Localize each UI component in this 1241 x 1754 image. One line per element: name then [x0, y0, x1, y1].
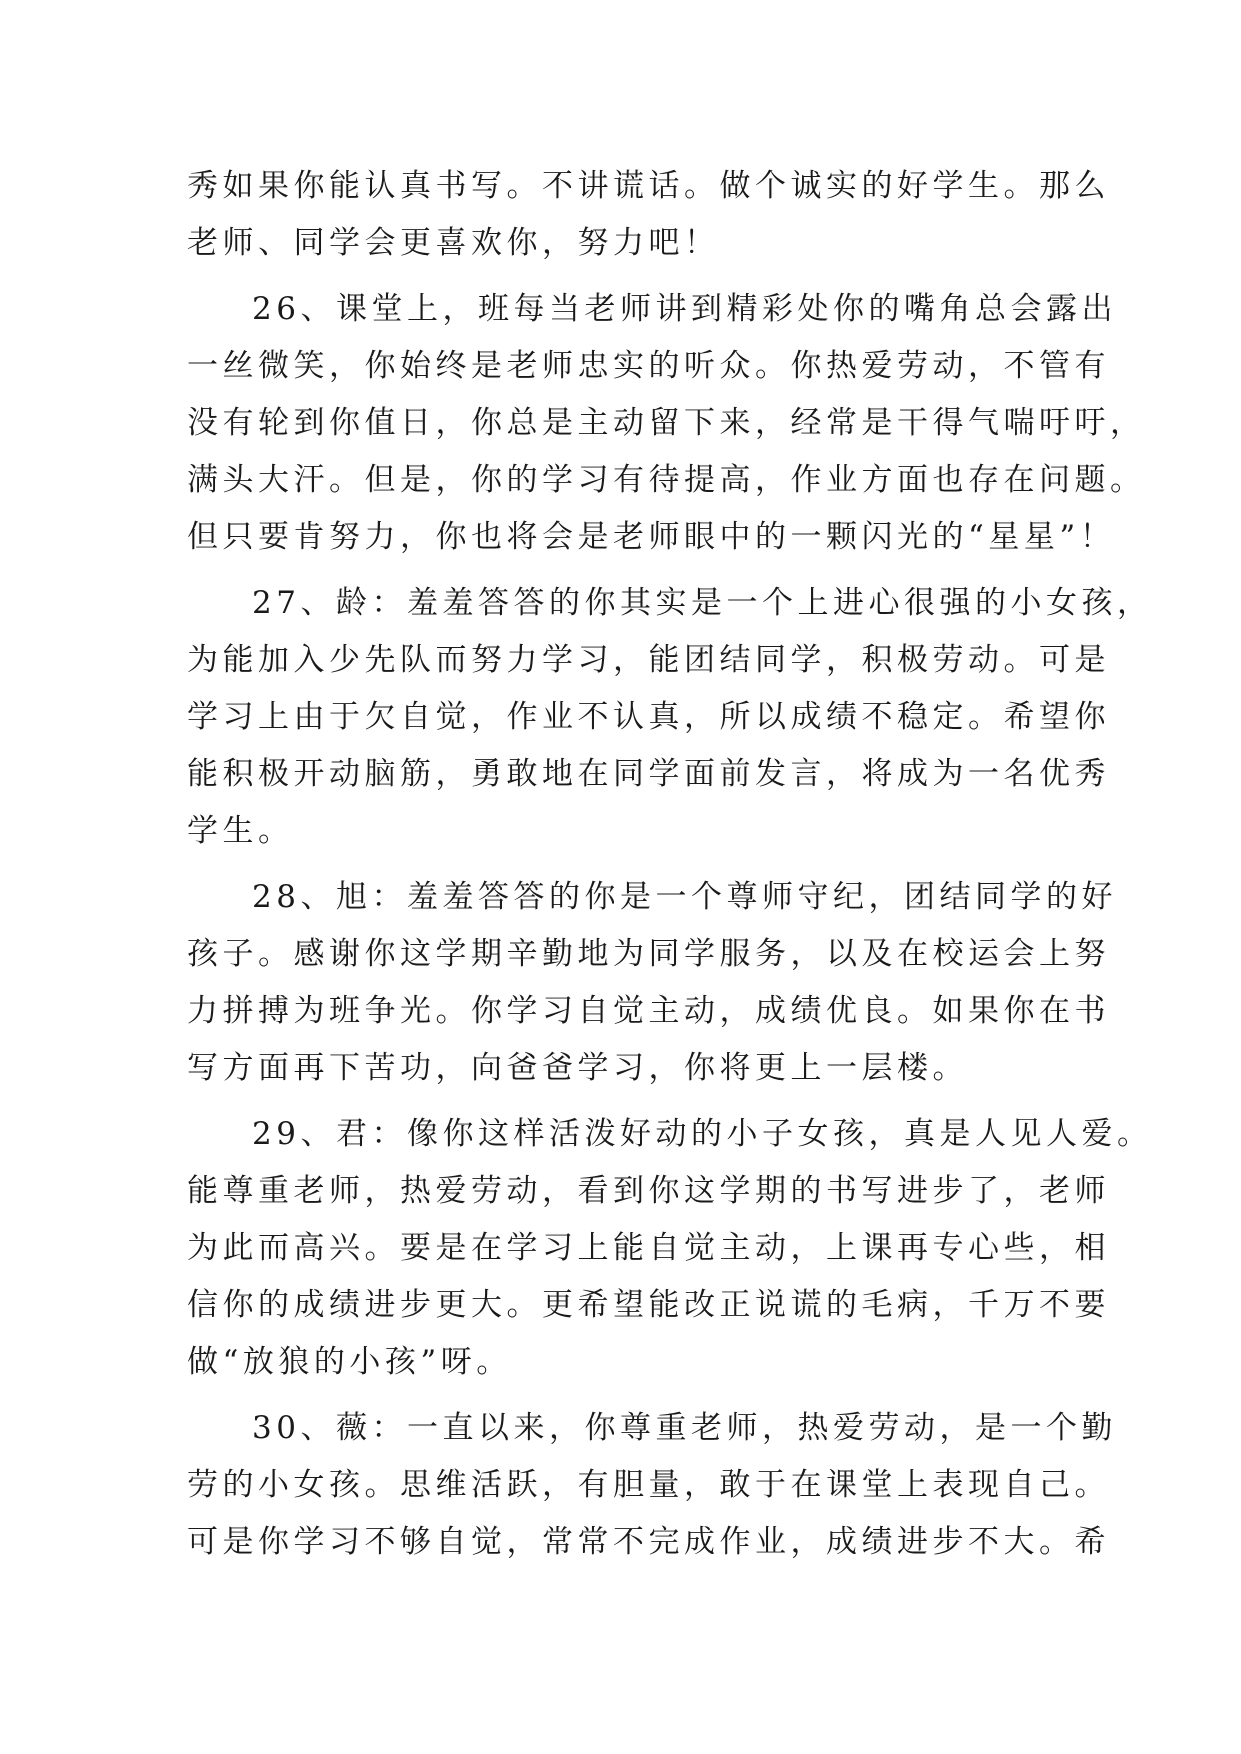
paragraph-26 — [187, 281, 1146, 566]
text-line: 能尊重老师，热爱劳动，看到你这学期的书写进步了，老师 — [187, 1173, 1110, 1209]
text-line: 一丝微笑，你始终是老师忠实的听众。你热爱劳动，不管有 — [187, 348, 1110, 384]
text-line: 27、龄：羞羞答答的你其实是一个上进心很强的小女孩， — [252, 585, 1153, 621]
text-line: 学生。 — [187, 813, 294, 849]
text-line: 为能加入少先队而努力学习，能团结同学，积极劳动。可是 — [187, 642, 1110, 678]
text-line: 可是你学习不够自觉，常常不完成作业，成绩进步不大。希 — [187, 1524, 1110, 1560]
text-line: 写方面再下苦功，向爸爸学习，你将更上一层楼。 — [187, 1050, 968, 1086]
text-line: 能积极开动脑筋，勇敢地在同学面前发言，将成为一名优秀 — [187, 756, 1110, 792]
text-line: 做“放狼的小孩”呀。 — [187, 1344, 512, 1380]
text-line: 力拼搏为班争光。你学习自觉主动，成绩优良。如果你在书 — [187, 993, 1110, 1029]
paragraph-28 — [187, 869, 1117, 1097]
text-line: 为此而高兴。要是在学习上能自觉主动，上课再专心些，相 — [187, 1230, 1110, 1266]
text-line: 28、旭：羞羞答答的你是一个尊师守纪，团结同学的好 — [252, 879, 1117, 915]
paragraph-continuation — [187, 158, 1110, 272]
paragraph-29 — [187, 1106, 1153, 1391]
text-line: 劳的小女孩。思维活跃，有胆量，敢于在课堂上表现自己。 — [187, 1467, 1110, 1503]
text-line: 秀如果你能认真书写。不讲谎话。做个诚实的好学生。那么 — [187, 168, 1110, 204]
text-line: 26、课堂上，班每当老师讲到精彩处你的嘴角总会露出 — [252, 291, 1117, 327]
text-line: 满头大汗。但是，你的学习有待提高，作业方面也存在问题。 — [187, 462, 1146, 498]
paragraph-27 — [187, 575, 1153, 860]
text-line: 信你的成绩进步更大。更希望能改正说谎的毛病，千万不要 — [187, 1287, 1110, 1323]
text-line: 老师、同学会更喜欢你，努力吧！ — [187, 225, 720, 261]
text-line: 但只要肯努力，你也将会是老师眼中的一颗闪光的“星星”！ — [187, 519, 1116, 555]
text-line: 学习上由于欠自觉，作业不认真，所以成绩不稳定。希望你 — [187, 699, 1110, 735]
paragraph-30 — [187, 1400, 1117, 1571]
text-line: 30、薇：一直以来，你尊重老师，热爱劳动，是一个勤 — [252, 1410, 1117, 1446]
text-line: 没有轮到你值日，你总是主动留下来，经常是干得气喘吁吁， — [187, 405, 1146, 441]
text-line: 29、君：像你这样活泼好动的小子女孩，真是人见人爱。 — [252, 1116, 1153, 1152]
document-body — [187, 158, 1153, 1571]
text-line: 孩子。感谢你这学期辛勤地为同学服务，以及在校运会上努 — [187, 936, 1110, 972]
